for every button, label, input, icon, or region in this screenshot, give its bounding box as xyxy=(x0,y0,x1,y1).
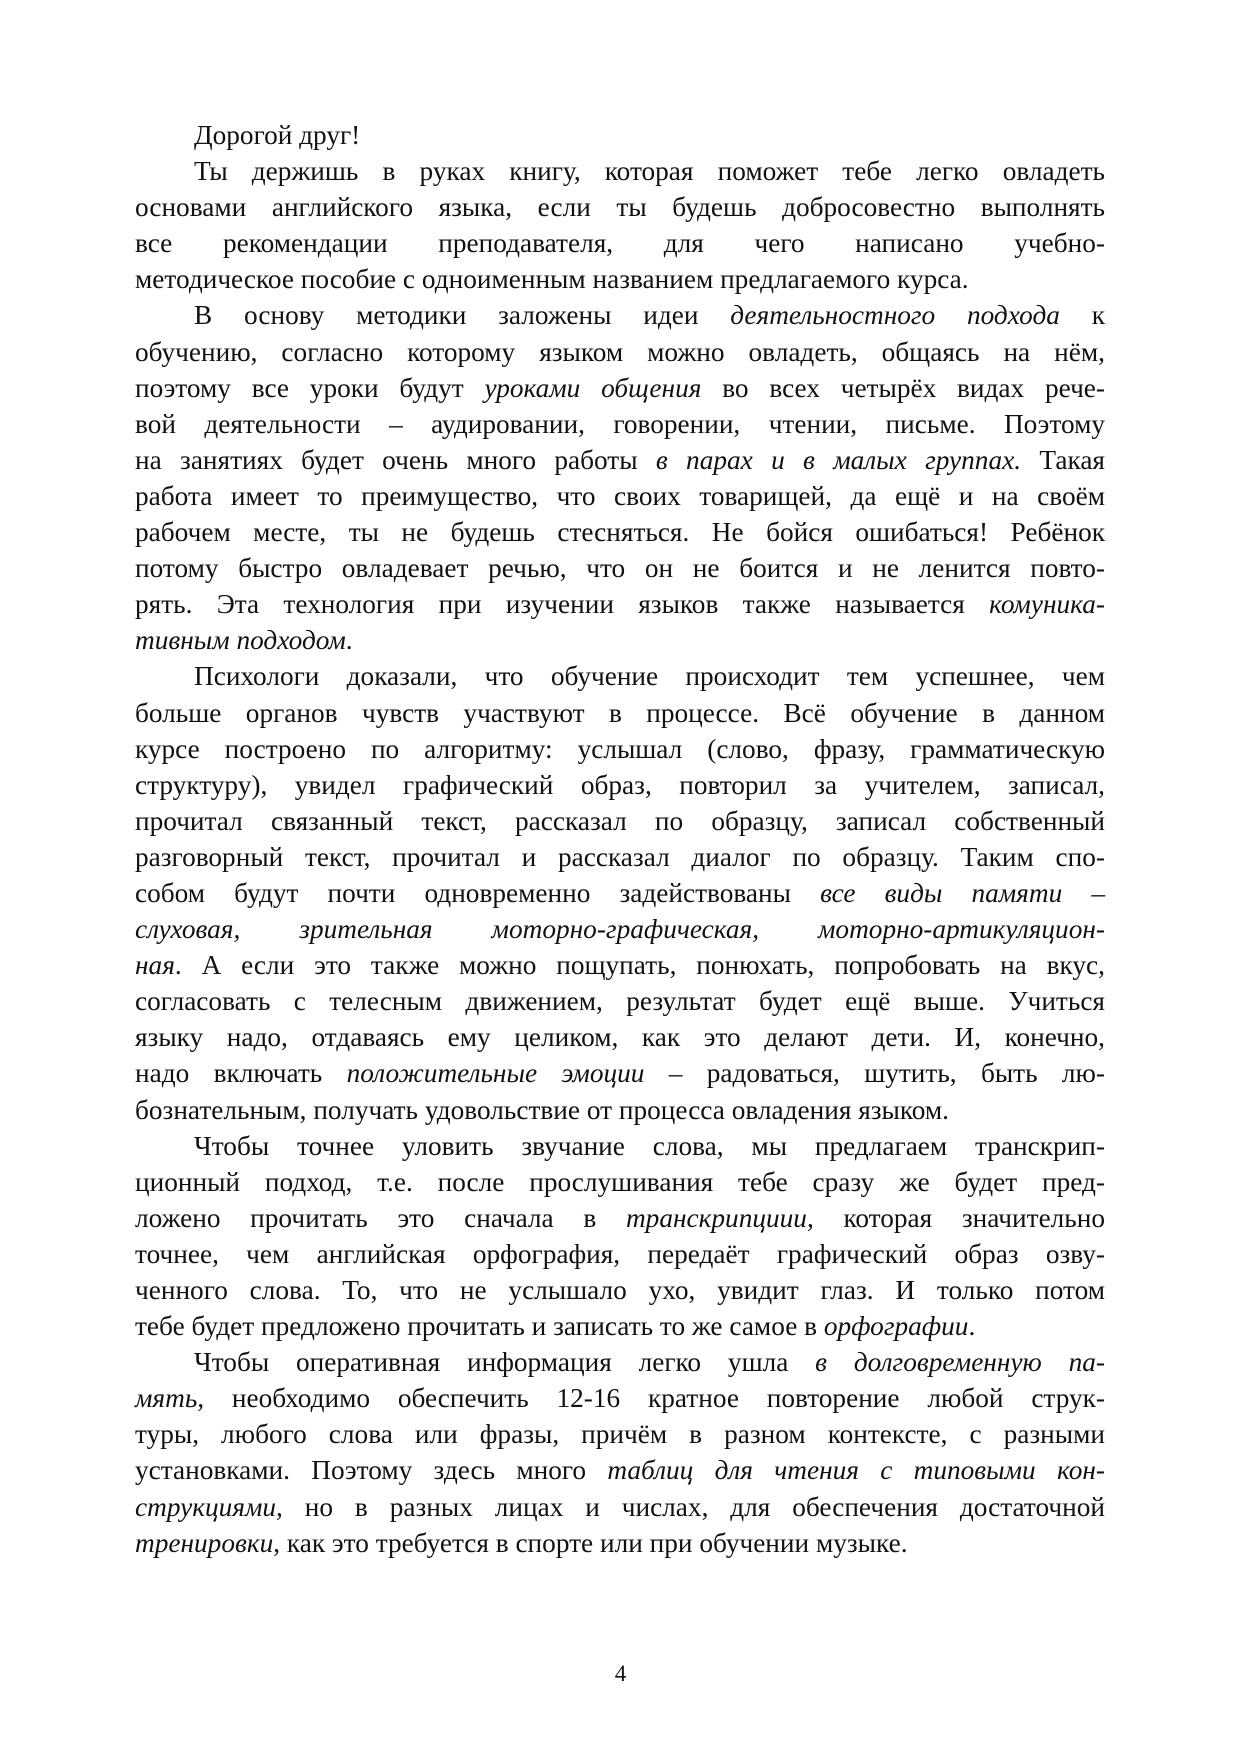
text-run: Такая xyxy=(1021,444,1105,475)
italic-run: деятельностного подхода xyxy=(730,300,1060,331)
text-run: Чтобы оперативная информация легко ушла xyxy=(194,1347,816,1378)
text-run: ложено прочитать это сначала в xyxy=(135,1202,626,1233)
italic-run: все виды памяти – xyxy=(820,877,1105,908)
text-run: надо включать xyxy=(135,1058,347,1089)
text-run: структуру), увидел графический образ, повторил за учителем, записал, xyxy=(135,769,1105,800)
text-line xyxy=(135,1489,1105,1525)
italic-run: слуховая, зрительная моторно-графическая, моторно-артикуляцион- xyxy=(135,914,1105,945)
text-run: Чтобы точнее уловить звучание слова, мы предлагаем транскрип- xyxy=(194,1130,1105,1161)
italic-run: мять, xyxy=(135,1383,205,1414)
paragraph-greeting xyxy=(135,117,1105,153)
text-line xyxy=(135,1308,1105,1344)
paragraph-psychology xyxy=(135,658,1105,1127)
text-line xyxy=(135,514,1105,550)
text-run: рабочем месте, ты не будешь стесняться. Не бойся ошибаться! Ребёнок xyxy=(135,517,1105,548)
text-run: . xyxy=(968,1311,976,1342)
text-run: Дорогой друг! xyxy=(194,120,361,150)
text-line xyxy=(135,586,1105,622)
italic-run: транскрипциии xyxy=(625,1202,807,1233)
text-line xyxy=(135,1055,1105,1091)
text-run: все рекомендации преподавателя, для чего написано учебно- xyxy=(135,228,1105,259)
text-run: В основу методики заложены идеи xyxy=(194,300,731,331)
body-text xyxy=(135,117,1105,1561)
text-line xyxy=(135,1416,1105,1452)
text-run: разговорный текст, прочитал и рассказал диалог по образцу. Таким спо- xyxy=(135,841,1105,872)
text-line xyxy=(135,875,1105,911)
text-line xyxy=(135,622,1105,658)
text-line xyxy=(135,695,1105,731)
text-run: . xyxy=(345,625,353,656)
text-run: необходимо обеспечить 12-16 кратное повторение любой струк- xyxy=(204,1383,1105,1414)
text-line xyxy=(135,117,1105,153)
text-run: тебе будет предложено прочитать и записать то же самое в xyxy=(135,1311,824,1342)
text-line xyxy=(135,911,1105,947)
text-line xyxy=(135,189,1105,225)
text-run: туры, любого слова или фразы, причём в разном контексте, с разными xyxy=(135,1419,1105,1450)
text-run: работа имеет то преимущество, что своих товарищей, да ещё и на своём xyxy=(135,480,1105,511)
text-line xyxy=(135,839,1105,875)
text-line xyxy=(135,370,1105,406)
italic-run: в долговременную па- xyxy=(815,1347,1105,1378)
text-line xyxy=(135,983,1105,1019)
text-run: поэтому все уроки будут xyxy=(135,372,485,403)
text-line xyxy=(135,1525,1105,1561)
italic-run: комуника- xyxy=(989,589,1105,620)
text-run: языку надо, отдаваясь ему целиком, как это делают дети. И, конечно, xyxy=(135,1022,1105,1053)
text-line xyxy=(135,658,1105,694)
text-run: , которая значительно xyxy=(806,1202,1106,1233)
italic-run: тренировки xyxy=(135,1527,274,1558)
italic-run: ная xyxy=(135,950,175,981)
italic-run: уроками общения xyxy=(484,372,702,403)
text-line xyxy=(135,1019,1105,1055)
text-line xyxy=(135,1380,1105,1416)
italic-run: в парах и в малых группах. xyxy=(655,444,1022,475)
text-run: точнее, чем английская орфография, передаёт графический образ озву- xyxy=(135,1238,1105,1269)
text-run: потому быстро овладевает речью, что он не боится и не ленится повто- xyxy=(135,553,1105,584)
text-run: но в разных лицах и числах, для обеспечения достаточной xyxy=(282,1491,1105,1522)
text-line xyxy=(135,1092,1105,1128)
text-line xyxy=(135,406,1105,442)
text-run: установками. Поэтому здесь много xyxy=(135,1455,608,1486)
paragraph-transcription xyxy=(135,1128,1105,1345)
text-run: согласовать с телесным движением, результат будет ещё выше. Учиться xyxy=(135,986,1105,1017)
text-line xyxy=(135,1236,1105,1272)
text-run: ченного слова. То, что не услышало ухо, увидит глаз. И только потом xyxy=(135,1275,1105,1305)
text-line xyxy=(135,1344,1105,1380)
text-run: курсе построено по алгоритму: услышал (слово, фразу, грамматическую xyxy=(135,733,1105,764)
text-run: ционный подход, т.е. после прослушивания тебе сразу же будет пред- xyxy=(135,1166,1105,1197)
text-line xyxy=(135,731,1105,767)
text-run: вой деятельности – аудировании, говорении, чтении, письме. Поэтому xyxy=(135,408,1105,439)
text-run: Ты держишь в руках книгу, которая поможет тебе легко овладеть xyxy=(194,156,1105,187)
text-run: , как это требуется в спорте или при обучении музыке. xyxy=(273,1527,908,1558)
text-line xyxy=(135,153,1105,189)
text-run: методическое пособие с одноименным названием предлагаемого курса. xyxy=(135,264,969,295)
text-run: рять. Эта технология при изучении языков также называется xyxy=(135,589,990,620)
text-run: бознательным, получать удовольствие от процесса овладения языком. xyxy=(135,1094,949,1125)
text-run: больше органов чувств участвуют в процессе. Всё обучение в данном xyxy=(135,697,1105,728)
text-run: обучению, согласно которому языком можно овладеть, общаясь на нём, xyxy=(135,336,1105,367)
text-line xyxy=(135,1272,1105,1308)
text-line xyxy=(135,947,1105,983)
italic-run: тивным подходом xyxy=(135,625,346,656)
paragraph-method xyxy=(135,297,1105,658)
text-run: к xyxy=(1059,300,1105,331)
text-line xyxy=(135,1128,1105,1164)
text-run: прочитал связанный текст, рассказал по образцу, записал собственный xyxy=(135,805,1105,836)
italic-run: положительные эмоции xyxy=(346,1058,645,1089)
text-line xyxy=(135,1452,1105,1488)
text-run: – радоваться, шутить, быть лю- xyxy=(644,1058,1105,1089)
paragraph-memory xyxy=(135,1344,1105,1561)
text-run: на занятиях будет очень много работы xyxy=(135,444,656,475)
page-number: 4 xyxy=(614,1661,627,1686)
text-line xyxy=(135,550,1105,586)
text-line xyxy=(135,297,1105,333)
text-line xyxy=(135,478,1105,514)
text-run: . А если это также можно пощупать, понюхать, попробовать на вкус, xyxy=(174,950,1105,981)
text-line xyxy=(135,261,1105,297)
italic-run: струкциями, xyxy=(135,1491,283,1522)
text-line xyxy=(135,225,1105,261)
text-line xyxy=(135,1164,1105,1200)
italic-run: таблиц для чтения с типовыми кон- xyxy=(607,1455,1105,1486)
text-line xyxy=(135,334,1105,370)
text-run: основами английского языка, если ты будешь добросовестно выполнять xyxy=(135,192,1105,223)
text-run: во всех четырёх видах рече- xyxy=(701,372,1105,403)
text-line xyxy=(135,1200,1105,1236)
text-line xyxy=(135,767,1105,803)
paragraph-intro xyxy=(135,153,1105,297)
text-line xyxy=(135,442,1105,478)
text-run: Психологи доказали, что обучение происходит тем успешнее, чем xyxy=(194,661,1105,692)
text-run: собом будут почти одновременно задействованы xyxy=(135,877,821,908)
text-line xyxy=(135,803,1105,839)
italic-run: орфографии xyxy=(823,1311,969,1342)
